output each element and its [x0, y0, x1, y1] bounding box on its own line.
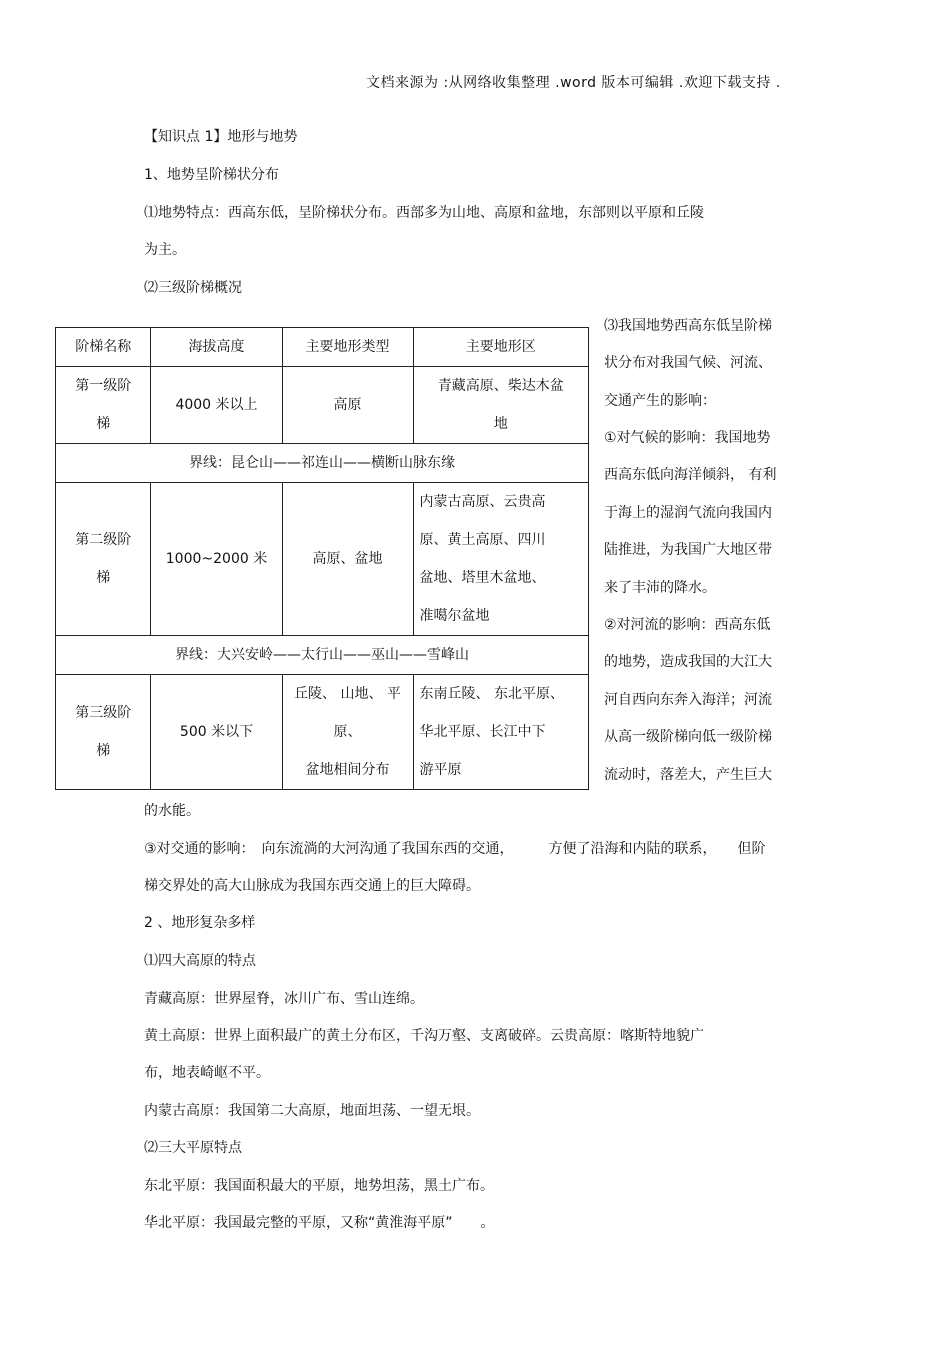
traffic-impact-line-1: ③对交通的影响： 向东流淌的大河沟通了我国东西的交通， 方便了沿海和内陆的联系， 但阶	[144, 841, 766, 857]
section-2-title: 2 、地形复杂多样	[144, 915, 256, 931]
page-header: 文档来源为 :从网络收集整理 .word 版本可编辑 .欢迎下载支持 .	[366, 75, 781, 91]
qinghai-tibet-plateau: 青藏高原：世界屋脊，冰川广布、雪山连绵。	[144, 991, 424, 1007]
altitude-cell: 4000 米以上	[151, 367, 282, 444]
boundary-line-1: 界线：昆仑山——祁连山——横断山脉东缘	[56, 444, 589, 483]
side-text-line: 河自西向东奔入海洋；河流	[604, 692, 772, 708]
three-steps-title: ⑵三级阶梯概况	[144, 280, 242, 296]
step-name-cell: 第三级阶 梯	[56, 675, 151, 790]
table-row	[56, 367, 589, 444]
section-1-title: 1、地势呈阶梯状分布	[144, 167, 279, 183]
side-text-line: 的地势，造成我国的大江大	[604, 654, 772, 670]
side-text-line: 西高东低向海洋倾斜， 有利	[604, 467, 777, 483]
inner-mongolia-plateau: 内蒙古高原：我国第二大高原，地面坦荡、一望无垠。	[144, 1103, 480, 1119]
altitude-cell: 1000~2000 米	[151, 483, 282, 636]
side-text-line: ②对河流的影响：西高东低	[604, 617, 771, 633]
loess-plateau-line-2: 布，地表崎岖不平。	[144, 1065, 270, 1081]
terrain-feature-line-1: ⑴地势特点：西高东低，呈阶梯状分布。西部多为山地、高原和盆地，东部则以平原和丘陵	[144, 205, 704, 221]
plateaus-title: ⑴四大高原的特点	[144, 953, 256, 969]
terrain-type-cell: 高原、盆地	[282, 483, 413, 636]
terrain-region-cell: 青藏高原、柴达木盆 地	[413, 367, 588, 444]
side-text-line: 状分布对我国气候、河流、	[604, 355, 772, 371]
boundary-line-2: 界线：大兴安岭——太行山——巫山——雪峰山	[56, 636, 589, 675]
side-text-line: 于海上的湿润气流向我国内	[604, 505, 772, 521]
terrain-feature-line-2: 为主。	[144, 242, 186, 258]
knowledge-point-title: 【知识点 1】地形与地势	[144, 129, 298, 145]
boundary-row	[56, 444, 589, 483]
side-text-line: 从高一级阶梯向低一级阶梯	[604, 729, 772, 745]
terrain-region-cell: 东南丘陵、 东北平原、 华北平原、长江中下 游平原	[413, 675, 588, 790]
step-name-cell: 第一级阶 梯	[56, 367, 151, 444]
terrain-type-cell: 高原	[282, 367, 413, 444]
header-terrain-type: 主要地形类型	[282, 328, 413, 367]
northeast-plain: 东北平原：我国面积最大的平原，地势坦荡，黑土广布。	[144, 1178, 494, 1194]
terrain-region-cell: 内蒙古高原、云贵高 原、黄土高原、四川 盆地、塔里木盆地、 准噶尔盆地	[413, 483, 588, 636]
table-row	[56, 483, 589, 636]
side-text-line: 陆推进，为我国广大地区带	[604, 542, 772, 558]
side-text-line: 交通产生的影响：	[604, 393, 716, 409]
side-text-line: ⑶我国地势西高东低呈阶梯	[604, 318, 772, 334]
water-energy-line: 的水能。	[144, 803, 200, 819]
traffic-impact-line-2: 梯交界处的高大山脉成为我国东西交通上的巨大障碍。	[144, 878, 480, 894]
altitude-cell: 500 米以下	[151, 675, 282, 790]
side-text-line: ①对气候的影响：我国地势	[604, 430, 771, 446]
header-terrain-region: 主要地形区	[413, 328, 588, 367]
plains-title: ⑵三大平原特点	[144, 1140, 242, 1156]
loess-plateau-line-1: 黄土高原：世界上面积最广的黄土分布区，千沟万壑、支离破碎。云贵高原：喀斯特地貌广	[144, 1028, 704, 1044]
terrain-steps-table	[55, 327, 589, 790]
north-china-plain: 华北平原：我国最完整的平原，又称“黄淮海平原” 。	[144, 1215, 495, 1231]
boundary-row	[56, 636, 589, 675]
header-altitude: 海拔高度	[151, 328, 282, 367]
terrain-type-cell: 丘陵、 山地、 平 原、 盆地相间分布	[282, 675, 413, 790]
table-header-row	[56, 328, 589, 367]
side-text-line: 流动时，落差大，产生巨大	[604, 767, 772, 783]
step-name-cell: 第二级阶 梯	[56, 483, 151, 636]
side-text-line: 来了丰沛的降水。	[604, 580, 716, 596]
table-row	[56, 675, 589, 790]
header-step-name: 阶梯名称	[56, 328, 151, 367]
